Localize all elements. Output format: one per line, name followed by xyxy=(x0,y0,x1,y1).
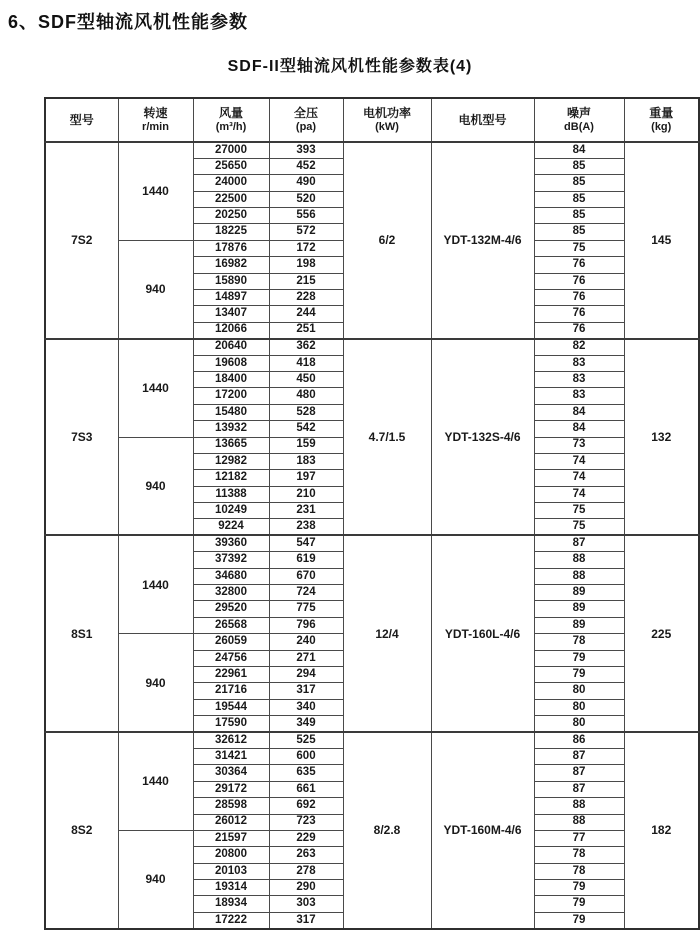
airflow-cell: 20640 xyxy=(193,339,269,355)
pressure-cell: 542 xyxy=(269,421,343,437)
weight-cell: 182 xyxy=(624,732,699,929)
pressure-cell: 556 xyxy=(269,208,343,224)
airflow-cell: 19544 xyxy=(193,699,269,715)
airflow-cell: 18400 xyxy=(193,371,269,387)
airflow-cell: 28598 xyxy=(193,798,269,814)
airflow-cell: 24000 xyxy=(193,175,269,191)
pressure-cell: 450 xyxy=(269,371,343,387)
noise-cell: 88 xyxy=(534,568,624,584)
airflow-cell: 12982 xyxy=(193,453,269,469)
noise-cell: 86 xyxy=(534,732,624,748)
noise-cell: 75 xyxy=(534,503,624,519)
pressure-cell: 303 xyxy=(269,896,343,912)
pressure-cell: 197 xyxy=(269,470,343,486)
col-header-weight: 重量 (kg) xyxy=(624,98,699,142)
airflow-cell: 26059 xyxy=(193,634,269,650)
noise-cell: 80 xyxy=(534,699,624,715)
pressure-cell: 670 xyxy=(269,568,343,584)
airflow-cell: 21597 xyxy=(193,830,269,846)
airflow-cell: 14897 xyxy=(193,290,269,306)
speed-cell: 1440 xyxy=(118,339,193,437)
power-cell: 12/4 xyxy=(343,535,431,732)
airflow-cell: 37392 xyxy=(193,552,269,568)
airflow-cell: 29172 xyxy=(193,781,269,797)
airflow-cell: 39360 xyxy=(193,535,269,551)
airflow-cell: 19608 xyxy=(193,355,269,371)
airflow-cell: 13665 xyxy=(193,437,269,453)
noise-cell: 85 xyxy=(534,158,624,174)
col-header-noise: 噪声 dB(A) xyxy=(534,98,624,142)
airflow-cell: 18934 xyxy=(193,896,269,912)
motor-cell: YDT-160M-4/6 xyxy=(431,732,534,929)
pressure-cell: 393 xyxy=(269,142,343,158)
noise-cell: 73 xyxy=(534,437,624,453)
noise-cell: 79 xyxy=(534,912,624,928)
airflow-cell: 10249 xyxy=(193,503,269,519)
model-cell: 8S1 xyxy=(45,535,118,732)
airflow-cell: 9224 xyxy=(193,519,269,535)
airflow-cell: 15890 xyxy=(193,273,269,289)
airflow-cell: 26012 xyxy=(193,814,269,830)
pressure-cell: 635 xyxy=(269,765,343,781)
pressure-cell: 317 xyxy=(269,912,343,928)
pressure-cell: 215 xyxy=(269,273,343,289)
pressure-cell: 619 xyxy=(269,552,343,568)
airflow-cell: 21716 xyxy=(193,683,269,699)
noise-cell: 74 xyxy=(534,486,624,502)
noise-cell: 80 xyxy=(534,716,624,732)
noise-cell: 78 xyxy=(534,863,624,879)
airflow-cell: 17876 xyxy=(193,240,269,256)
pressure-cell: 692 xyxy=(269,798,343,814)
weight-cell: 132 xyxy=(624,339,699,536)
noise-cell: 77 xyxy=(534,830,624,846)
noise-cell: 79 xyxy=(534,667,624,683)
power-cell: 6/2 xyxy=(343,142,431,339)
pressure-cell: 238 xyxy=(269,519,343,535)
pressure-cell: 159 xyxy=(269,437,343,453)
speed-cell: 1440 xyxy=(118,732,193,830)
header-row xyxy=(45,98,699,142)
airflow-cell: 15480 xyxy=(193,404,269,420)
pressure-cell: 340 xyxy=(269,699,343,715)
noise-cell: 89 xyxy=(534,585,624,601)
noise-cell: 78 xyxy=(534,847,624,863)
noise-cell: 75 xyxy=(534,240,624,256)
speed-cell: 940 xyxy=(118,240,193,338)
noise-cell: 74 xyxy=(534,470,624,486)
noise-cell: 88 xyxy=(534,814,624,830)
speed-cell: 1440 xyxy=(118,535,193,633)
noise-cell: 79 xyxy=(534,650,624,666)
airflow-cell: 32612 xyxy=(193,732,269,748)
noise-cell: 83 xyxy=(534,371,624,387)
noise-cell: 76 xyxy=(534,273,624,289)
noise-cell: 76 xyxy=(534,322,624,338)
airflow-cell: 29520 xyxy=(193,601,269,617)
pressure-cell: 317 xyxy=(269,683,343,699)
pressure-cell: 724 xyxy=(269,585,343,601)
noise-cell: 85 xyxy=(534,208,624,224)
pressure-cell: 547 xyxy=(269,535,343,551)
airflow-cell: 27000 xyxy=(193,142,269,158)
table-row xyxy=(45,142,699,158)
noise-cell: 76 xyxy=(534,290,624,306)
noise-cell: 89 xyxy=(534,601,624,617)
airflow-cell: 26568 xyxy=(193,617,269,633)
airflow-cell: 20250 xyxy=(193,208,269,224)
noise-cell: 76 xyxy=(534,257,624,273)
col-header-model: 型号 xyxy=(45,98,118,142)
pressure-cell: 418 xyxy=(269,355,343,371)
airflow-cell: 13932 xyxy=(193,421,269,437)
pressure-cell: 251 xyxy=(269,322,343,338)
speed-cell: 940 xyxy=(118,830,193,928)
noise-cell: 79 xyxy=(534,896,624,912)
power-cell: 8/2.8 xyxy=(343,732,431,929)
noise-cell: 84 xyxy=(534,421,624,437)
noise-cell: 74 xyxy=(534,453,624,469)
airflow-cell: 17590 xyxy=(193,716,269,732)
noise-cell: 75 xyxy=(534,519,624,535)
motor-cell: YDT-160L-4/6 xyxy=(431,535,534,732)
col-header-power: 电机功率 (kW) xyxy=(343,98,431,142)
noise-cell: 87 xyxy=(534,765,624,781)
noise-cell: 83 xyxy=(534,388,624,404)
airflow-cell: 13407 xyxy=(193,306,269,322)
pressure-cell: 796 xyxy=(269,617,343,633)
noise-cell: 79 xyxy=(534,880,624,896)
page-title: 6、SDF型轴流风机性能参数 xyxy=(8,12,249,32)
model-cell: 7S3 xyxy=(45,339,118,536)
airflow-cell: 31421 xyxy=(193,748,269,764)
pressure-cell: 271 xyxy=(269,650,343,666)
speed-cell: 940 xyxy=(118,437,193,535)
pressure-cell: 723 xyxy=(269,814,343,830)
pressure-cell: 520 xyxy=(269,191,343,207)
model-cell: 7S2 xyxy=(45,142,118,339)
airflow-cell: 18225 xyxy=(193,224,269,240)
pressure-cell: 198 xyxy=(269,257,343,273)
table-body xyxy=(45,142,699,929)
noise-cell: 89 xyxy=(534,617,624,633)
airflow-cell: 22500 xyxy=(193,191,269,207)
noise-cell: 80 xyxy=(534,683,624,699)
pressure-cell: 294 xyxy=(269,667,343,683)
table-header xyxy=(45,98,699,142)
airflow-cell: 20800 xyxy=(193,847,269,863)
noise-cell: 87 xyxy=(534,748,624,764)
table-title: SDF-II型轴流风机性能参数表(4) xyxy=(227,58,473,75)
airflow-cell: 30364 xyxy=(193,765,269,781)
noise-cell: 82 xyxy=(534,339,624,355)
col-header-airflow: 风量 (m³/h) xyxy=(193,98,269,142)
noise-cell: 88 xyxy=(534,552,624,568)
pressure-cell: 525 xyxy=(269,732,343,748)
pressure-cell: 290 xyxy=(269,880,343,896)
table-row xyxy=(45,339,699,355)
pressure-cell: 263 xyxy=(269,847,343,863)
table-row xyxy=(45,732,699,748)
noise-cell: 76 xyxy=(534,306,624,322)
airflow-cell: 32800 xyxy=(193,585,269,601)
airflow-cell: 11388 xyxy=(193,486,269,502)
motor-cell: YDT-132M-4/6 xyxy=(431,142,534,339)
noise-cell: 84 xyxy=(534,404,624,420)
weight-cell: 145 xyxy=(624,142,699,339)
airflow-cell: 12182 xyxy=(193,470,269,486)
pressure-cell: 228 xyxy=(269,290,343,306)
pressure-cell: 362 xyxy=(269,339,343,355)
pressure-cell: 244 xyxy=(269,306,343,322)
pressure-cell: 278 xyxy=(269,863,343,879)
airflow-cell: 25650 xyxy=(193,158,269,174)
airflow-cell: 20103 xyxy=(193,863,269,879)
noise-cell: 88 xyxy=(534,798,624,814)
model-cell: 8S2 xyxy=(45,732,118,929)
pressure-cell: 661 xyxy=(269,781,343,797)
airflow-cell: 34680 xyxy=(193,568,269,584)
noise-cell: 83 xyxy=(534,355,624,371)
pressure-cell: 528 xyxy=(269,404,343,420)
noise-cell: 84 xyxy=(534,142,624,158)
pressure-cell: 172 xyxy=(269,240,343,256)
speed-cell: 1440 xyxy=(118,142,193,240)
pressure-cell: 210 xyxy=(269,486,343,502)
pressure-cell: 775 xyxy=(269,601,343,617)
airflow-cell: 17200 xyxy=(193,388,269,404)
airflow-cell: 17222 xyxy=(193,912,269,928)
col-header-motor: 电机型号 xyxy=(431,98,534,142)
airflow-cell: 24756 xyxy=(193,650,269,666)
noise-cell: 87 xyxy=(534,535,624,551)
pressure-cell: 183 xyxy=(269,453,343,469)
airflow-cell: 16982 xyxy=(193,257,269,273)
pressure-cell: 349 xyxy=(269,716,343,732)
motor-cell: YDT-132S-4/6 xyxy=(431,339,534,536)
table-row xyxy=(45,535,699,551)
pressure-cell: 600 xyxy=(269,748,343,764)
col-header-pressure: 全压 (pa) xyxy=(269,98,343,142)
pressure-cell: 240 xyxy=(269,634,343,650)
noise-cell: 85 xyxy=(534,175,624,191)
airflow-cell: 19314 xyxy=(193,880,269,896)
pressure-cell: 231 xyxy=(269,503,343,519)
performance-table xyxy=(44,97,700,930)
pressure-cell: 480 xyxy=(269,388,343,404)
noise-cell: 85 xyxy=(534,191,624,207)
airflow-cell: 12066 xyxy=(193,322,269,338)
airflow-cell: 22961 xyxy=(193,667,269,683)
noise-cell: 87 xyxy=(534,781,624,797)
weight-cell: 225 xyxy=(624,535,699,732)
pressure-cell: 452 xyxy=(269,158,343,174)
pressure-cell: 229 xyxy=(269,830,343,846)
speed-cell: 940 xyxy=(118,634,193,732)
power-cell: 4.7/1.5 xyxy=(343,339,431,536)
pressure-cell: 490 xyxy=(269,175,343,191)
pressure-cell: 572 xyxy=(269,224,343,240)
col-header-speed: 转速 r/min xyxy=(118,98,193,142)
noise-cell: 78 xyxy=(534,634,624,650)
noise-cell: 85 xyxy=(534,224,624,240)
